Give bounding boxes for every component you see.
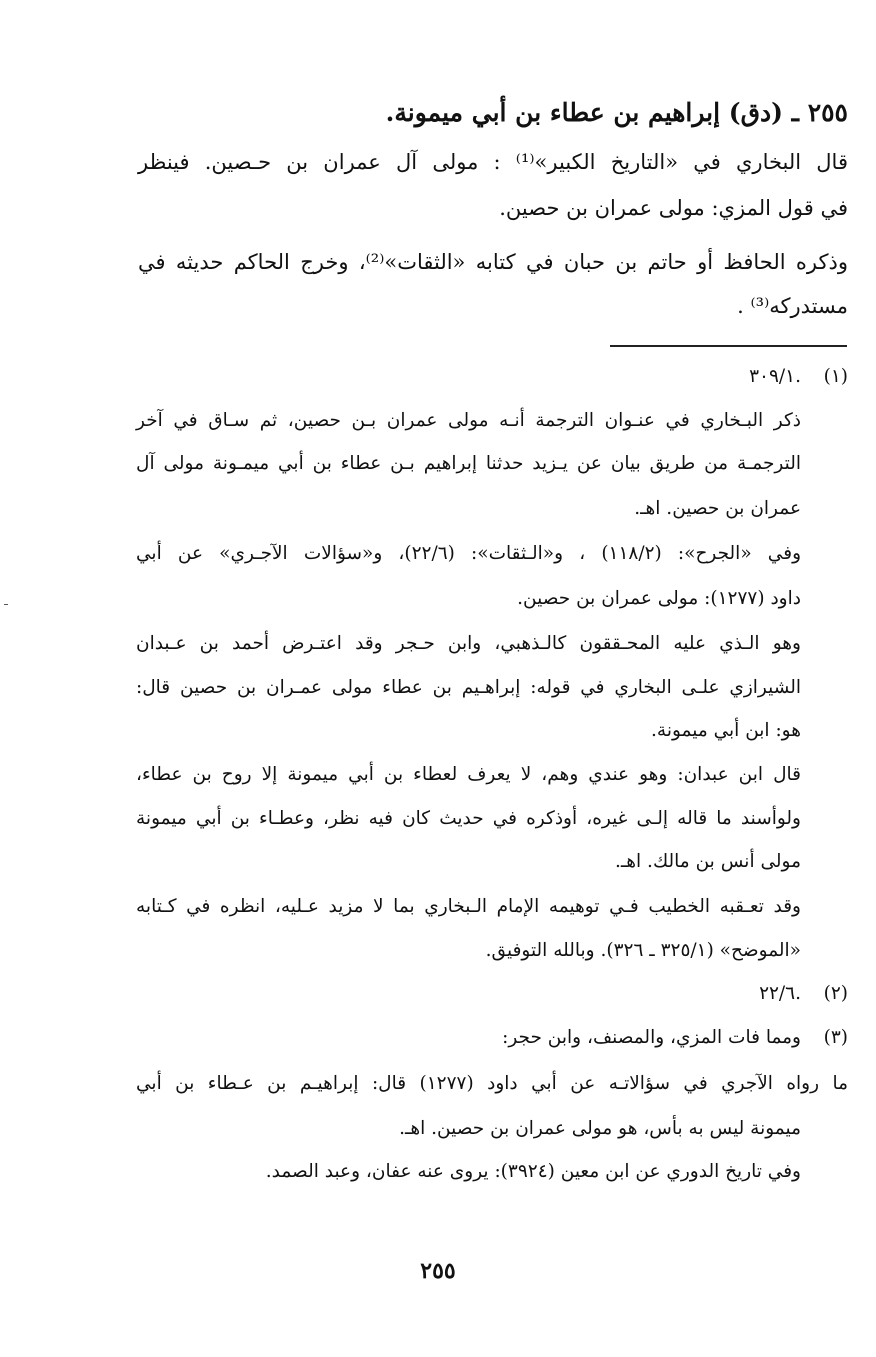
footnote-1-line: ذكر البـخاري في عنـوان الترجمة أنـه مولى عمران بـن حصين، ثم سـاق في آخر: [136, 410, 801, 431]
footnote-1-line: الترجمـة من طريق بيان عن يـزيد حدثنا إبراهيم بـن عطاء بن أبي ميمـونة مولى آل: [136, 453, 801, 474]
footnote-1-line: قال ابن عبدان: وهو عندي وهم، لا يعرف لعطاء بن أبي ميمونة إلا روح بن عطاء،: [136, 764, 801, 785]
footnote-3-first-line: ومما فات المزي، والمصنف، وابن حجر:: [502, 1027, 801, 1048]
footnote-separator: [610, 345, 847, 347]
footnote-3-line: ما رواه الآجري في سؤالاتـه عن أبي داود (١٢٧٧) قال: إبراهيـم بن عـطاء بن أبي: [136, 1073, 848, 1094]
footnote-1-reference: .٣٠٩/١: [749, 366, 801, 387]
footnote-2-reference: .٢٢/٦: [759, 983, 801, 1004]
footnote-1-line: عمران بن حصين. اهـ.: [634, 498, 801, 519]
footnote-1-line: الشيرازي علـى البخاري في قوله: إبراهـيم بن عطاء مولى عمـران بن حصين قال:: [136, 677, 801, 698]
entry-title: ٢٥٥ ـ (دق) إبراهيم بن عطاء بن أبي ميمونة.: [385, 98, 848, 127]
body-line-4: مستدركه⁽³⁾ .: [737, 294, 848, 318]
page-number: ٢٥٥: [420, 1258, 456, 1284]
footnote-2-number: (٢): [823, 983, 848, 1004]
footnote-1-number: (١): [823, 366, 848, 387]
footnote-1-line: هو: ابن أبي ميمونة.: [651, 720, 801, 741]
footnote-3-line: وفي تاريخ الدوري عن ابن معين (٣٩٢٤): يروى عنه عفان، وعبد الصمد.: [265, 1161, 801, 1182]
footnote-1-line: «الموضح» (٣٢٥/١ ـ ٣٢٦). وبالله التوفيق.: [485, 940, 801, 961]
margin-mark: [4, 604, 8, 605]
footnote-1-line: ولوأسند ما قاله إلـى غيره، أوذكره في حديث كان فيه نظر، وعطـاء بن أبي ميمونة: [136, 808, 801, 829]
footnote-1-line: وهو الـذي عليه المحـققون كالـذهبي، وابن حـجر وقد اعتـرض أحمد بن عـبدان: [136, 633, 801, 654]
footnote-1-line: مولى أنس بن مالك. اهـ.: [614, 851, 801, 872]
footnote-1-line: داود (١٢٧٧): مولى عمران بن حصين.: [517, 588, 801, 609]
footnote-1-line: وقد تعـقبه الخطيب فـي توهيمه الإمام الـبخاري بما لا مزيد عـليه، انظره في كـتابه: [136, 896, 801, 917]
footnote-3-line: ميمونة ليس به بأس، هو مولى عمران بن حصين. اهـ.: [399, 1118, 801, 1139]
footnote-1-line: وفي «الجرح»: (١١٨/٢) ، و«الـثقات»: (٢٢/٦)، و«سؤالات الآجـري» عن أبي: [136, 543, 801, 564]
body-line-3: وذكره الحافظ أو حاتم بن حبان في كتابه «الثقات»⁽²⁾، وخرج الحاكم حديثه في: [138, 250, 848, 274]
body-line-1: قال البخاري في «التاريخ الكبير»⁽¹⁾ : مولى آل عمران بن حـصين. فينظر: [138, 150, 848, 174]
body-line-2: في قول المزي: مولى عمران بن حصين.: [499, 196, 848, 220]
footnote-3-number: (٣): [823, 1027, 848, 1048]
